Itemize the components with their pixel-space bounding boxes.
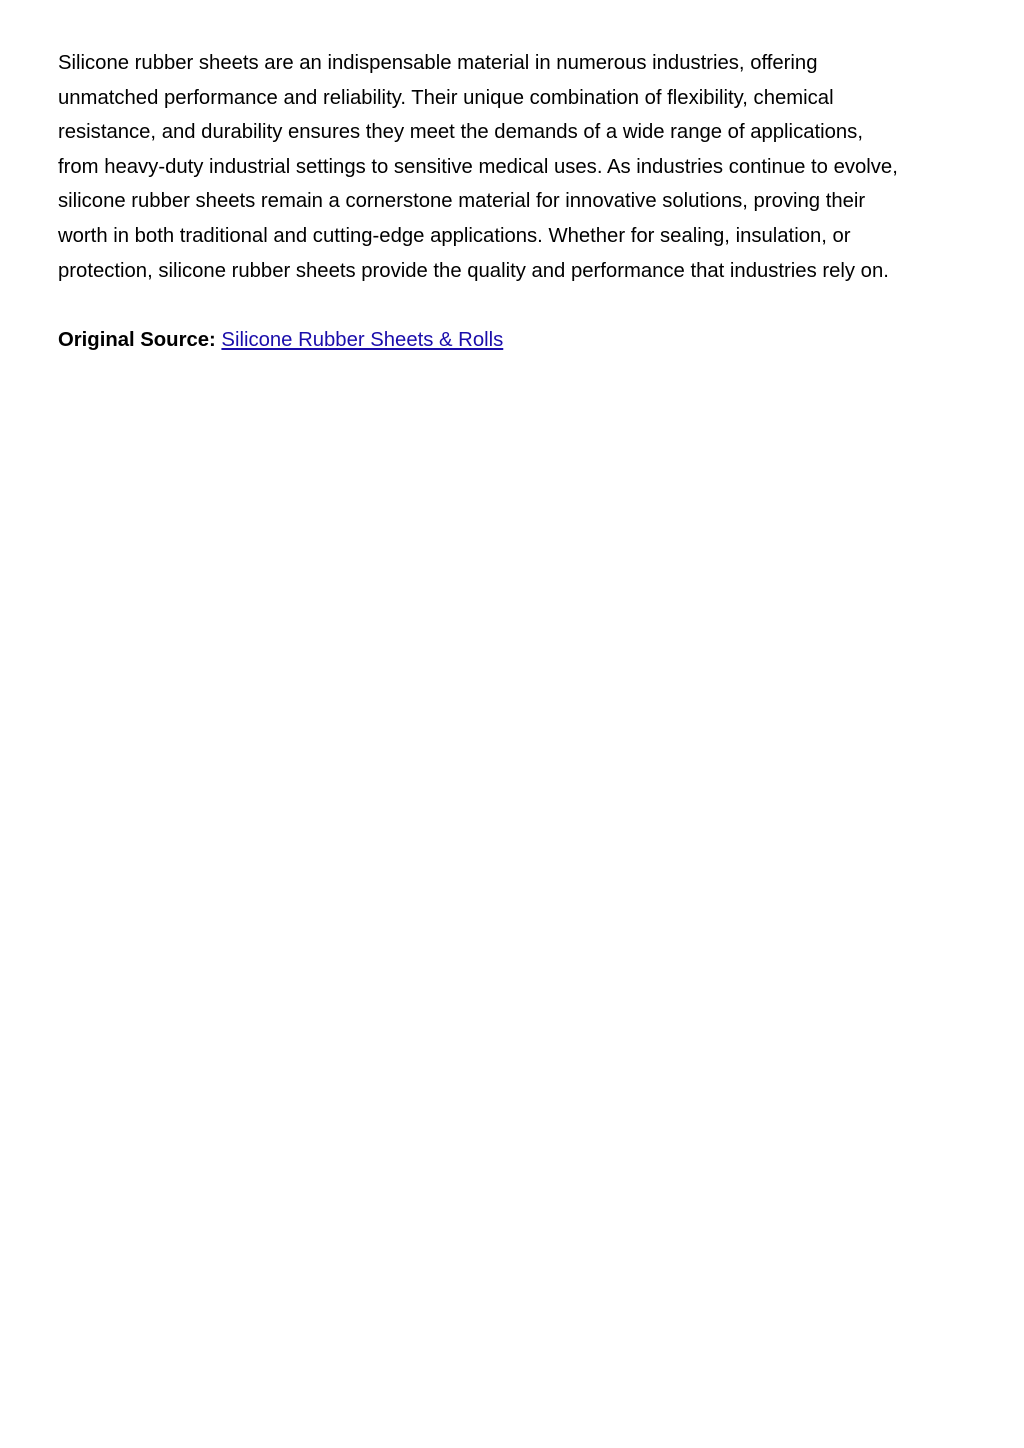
paragraph-line: resistance, and durability ensures they meet the demands of a wide range of applications, (58, 121, 863, 144)
paragraph-line: silicone rubber sheets remain a cornerstone material for innovative solutions, proving their (58, 190, 866, 213)
document-content (58, 46, 968, 358)
paragraph-line: unmatched performance and reliability. Their unique combination of flexibility, chemical (58, 86, 834, 109)
paragraph-line: from heavy-duty industrial settings to sensitive medical uses. As industries continue to evolve, (58, 155, 898, 178)
source-link[interactable]: Silicone Rubber Sheets & Rolls (221, 329, 504, 352)
body-paragraph (58, 46, 968, 288)
paragraph-line: protection, silicone rubber sheets provide the quality and performance that industries rely on. (58, 259, 889, 282)
paragraph-line: worth in both traditional and cutting-edge applications. Whether for sealing, insulation, or (58, 224, 851, 247)
source-attribution (58, 323, 968, 358)
source-label: Original Source: (58, 329, 216, 352)
paragraph-line: Silicone rubber sheets are an indispensable material in numerous industries, offering (58, 52, 818, 74)
